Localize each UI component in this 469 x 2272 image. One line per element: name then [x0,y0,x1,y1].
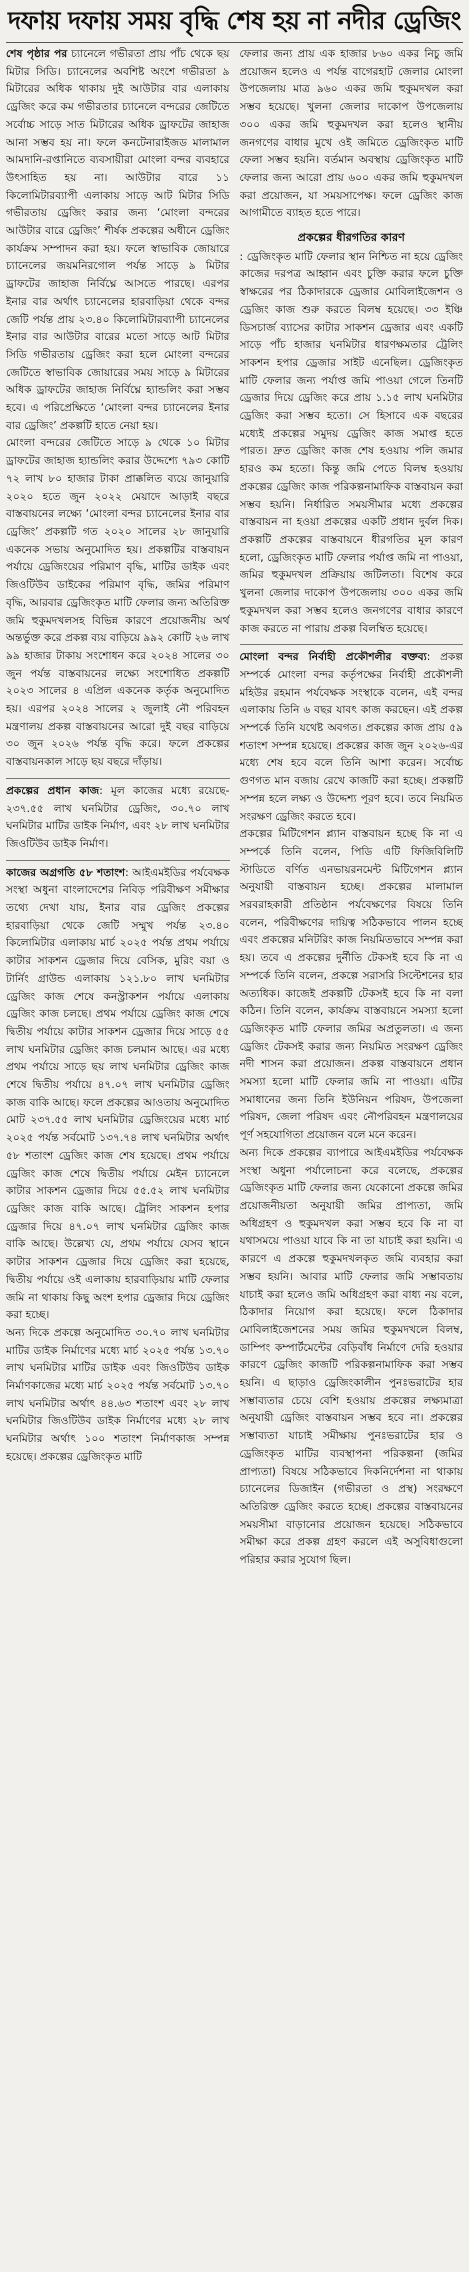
left-paragraph-1-text: চ্যানেলে গভীরতা প্রায় পাঁচ থেকে ছয় মিটার সিডি। চ্যানেলের অবশিষ্ট অংশে গভীরতা ৯ মিটারের অধিক থাকায় দুই আউটার বার এলাকায় ড্রেজিং করে কম গভীরতার চ্যানেলে বন্দরের জেটিতে সর্বোচ্চ সাড়ে সাত মিটারের অধিক ড্রাফটের জাহাজ আনা সম্ভব হয় না। ফলে কনটেনারাইজড মালামাল আমদানি-রপ্তানিতে ব্যবসায়ীরা মোংলা বন্দর ব্যবহারে উৎসাহিত হয় না। আউটার বারে ১১ কিলোমিটারব্যাপী এলাকায় সাড়ে আট মিটার সিডি গভীরতায় ড্রেজিং করার জন্য ‘মোংলা বন্দরের আউটার বারে ড্রেজিং’ শীর্ষক প্রকল্পের অধীনে ড্রেজিং কার্যক্রম সম্পাদন করা হয়। ফলে স্বাভাবিক জোয়ারে চ্যানেলের জয়মনিরগোল পর্যন্ত সাড়ে ৯ মিটার ড্রাফটের জাহাজ নির্বিঘ্নে আসতে পারছে। এরপর ইনার বার অর্থাৎ চ্যানেলের হারবাড়িয়া থেকে বন্দর জেটি পর্যন্ত প্রায় ২৩.৪০ কিলোমিটারব্যাপী চ্যানেলের ইনার বার আউটার বারের মতো সাড়ে আট মিটার সিডি গভীরতায় ড্রেজিং করা হলে মোংলা বন্দরের জেটিতে স্বাভাবিক জোয়ারের সময় সাড়ে ৯ মিটারের অধিক ড্রাফটের জাহাজ নির্বিঘ্নে হ্যান্ডলিং করা সম্ভব হবে। এ পরিপ্রেক্ষিতে ‘মোংলা বন্দর চ্যানেলের ইনার বার ড্রেজিং’ প্রকল্পটি হাতে নেয়া হয়। [6,48,230,432]
right-paragraph-5: অন্য দিকে প্রকল্পের ব্যাপারে আইএমইডির পর্যবেক্ষক সংস্থা অধুনা পর্যালোচনা করে বলেছে, প্রকল্পের ড্রেজিংকৃত মাটি ফেলার জন্য যেকোনো প্রকল্পে জমির প্রয়োজনীয়তা অনুযায়ী জমির প্রাপ্যতা, জমি অধিগ্রহণ ও হুকুমদখল করা সম্ভব হবে কি না বা যথাসময়ে পাওয়া যাবে কি না তা যাচাই করা হয়নি। এ কারণে এ প্রকল্পে হুকুমদখলকৃত জমি ব্যবহার করা সম্ভব হয়নি। আবার মাটি ফেলার জমি সম্ভাবতায় যাচাই করা হলেও জমি অধিগ্রহণ করা বাধ্য নয় বলে, ঠিকাদার নিয়োগ করা হয়েছে। ফলে ঠিকাদার মোবিলাইজেশনের সময় জমির হুকুমদখলে বিলম্ব, ডাম্পিং কম্পার্টমেন্টের বেড়িবাঁধ নির্মাণে দেরি হওয়ার কারণে ড্রেজিং কাজটি পরিকল্পনামাফিক করা সম্ভব হয়নি। এ ছাড়াও ড্রেজিংকালীন পুনঃভরাটের হার সম্ভাব্যতার চেয়ে বেশি হওয়ায় প্রকল্পের লক্ষ্যমাত্রা অনুযায়ী ড্রেজিং বাস্তবায়ন সম্ভব হবে না। প্রকল্পের সম্ভাব্যতা যাচাই সমীক্ষায় পুনঃভরাটের হার ও ড্রেজিংকৃত মাটির ব্যবস্থাপনা পরিকল্পনা (জমির প্রাপ্যতা) বিষয়ে সঠিকভাবে দিকনির্দেশনা না থাকায় চ্যানেলের ডিজাইন (গভীরতা ও প্রস্থ) সংরক্ষণে অতিরিক্ত ড্রেজিং করতে হচ্ছে। প্রকল্পের বাস্তবায়নের সময়সীমা বাড়ানোর প্রয়োজন হয়েছে। সঠিকভাবে সমীক্ষা করে প্রকল্প গ্রহণ করলে এই অসুবিধাগুলো পরিহার করার সুযোগ ছিল। [239,1146,463,1567]
left-column [6,46,230,2261]
engineer-statement-heading: মোংলা বন্দর নির্বাহী প্রকৌশলীর বক্তব্য [239,651,427,664]
slow-progress-heading: প্রকল্পের ধীরগতির কারণ [297,231,405,245]
headline: দফায় দফায় সময় বৃদ্ধি শেষ হয় না নদীর ড্রেজিং [8,6,461,35]
section-divider [6,778,230,779]
left-paragraph-2: মোংলা বন্দরের জেটিতে সাড়ে ৯ থেকে ১০ মিটার ড্রাফটের জাহাজ হ্যান্ডলিং করার উদ্দেশ্যে ৭৯৩ কোটি ৭২ লাখ ৮০ হাজার টাকা প্রাক্কলিত ব্যয়ে জানুয়ারি ২০২০ হতে জুন ২০২২ মেয়াদে আড়াই বছরে বাস্তবায়নের লক্ষ্যে ‘মোংলা বন্দর চ্যানেলের ইনার বার ড্রেজিং’ প্রকল্পটি গত ২০২০ সালের ২৮ জানুয়ারি একনেক সভায় অনুমোদিত হয়। প্রকল্পটির বাস্তবায়ন পর্যায়ে ড্রেজিংয়ের পরিমাণ বৃদ্ধি, মাটির ডাইক এবং জিওটিউব ডাইকের পরিমাণ বৃদ্ধি, জমির পরিমাণ বৃদ্ধি, আরবার ড্রেজিংকৃত মাটি ফেলার জন্য অতিরিক্ত জমি হুকুমদখলসহ বিভিন্ন কারণে প্রয়োজনীয় অর্থ অন্তর্ভুক্ত করে প্রকল্প ব্যয় বাড়িয়ে ৯৯২ কোটি ২৬ লাখ ৯৯ হাজার টাকায় সংশোধন করে ২০২৪ সালের ৩০ জুন পর্যন্ত বাস্তবায়নের লক্ষ্যে সংশোধিত প্রকল্পটি ২০২৩ সালের ৪ এপ্রিল একনেক কর্তৃক অনুমোদিত হয়। এরপর ২০২৪ সালের ২ জুলাই নৌ পরিবহন মন্ত্রণালয় প্রকল্প বাস্তবায়নের আরো দুই বছর বাড়িয়ে ৩০ জুন ২০২৬ পর্যন্ত বৃদ্ধি করে। ফলে প্রকল্পের বাস্তবায়নকাল সাড়ে ছয় বছরে দাঁড়ায়। [6,437,230,769]
right-paragraph-3 [240,649,464,826]
progress-heading: কাজের অগ্রগতি ৫৮ শতাংশ [6,866,126,879]
right-paragraph-3-text: : প্রকল্প সম্পর্কে মোংলা বন্দর কর্তৃপক্ষের নির্বাহী প্রকৌশলী মহিউর রহমান পর্যবেক্ষক সংস্থাকে বলেন, এই বন্দর এলাকায় তিনি ৬ বছর যাবৎ কাজ করছেন। এই প্রকল্প সম্পর্কে তিনি যথেষ্ট অবগত। প্রকল্পের কাজ প্রায় ৫৯ শতাংশ সম্পন্ন হয়েছে। প্রকল্পের কাজ জুন ২০২৬-এর মধ্যে শেষ হবে বলে তিনি আশা করেন। সর্বোচ্চ গুণগত মান বজায় রেখে কাজটি করা হচ্ছে। প্রকল্পটি সম্পন্ন হলে লক্ষ্য ও উদ্দেশ্য পূরণ হবে। তবে নিয়মিত সংরক্ষণ ড্রেজিং করতে হবে। [239,651,463,823]
left-paragraph-3-text: : মূল কাজের মধ্যে রয়েছে- ২৩৭.৫৫ লাখ ঘনমিটার ড্রেজিং, ৩০.৭০ লাখ ঘনমিটার মাটির ডাইক নির্মাণ, এবং ২৮ লাখ ঘনমিটার জিওটিউব ডাইক নির্মাণ। [6,784,230,850]
continued-from-label: শেষ পৃষ্ঠার পর [6,48,68,60]
section-divider [6,860,230,861]
right-paragraph-4: প্রকল্পের মিটিগেশন প্ল্যান বাস্তবায়ন হচ্ছে কি না এ সম্পর্কে তিনি বলেন, পিডি এটি ফিজিবিলিটি স্টাডিতে বর্ণিত এনভায়রনমেন্ট মিটিগেশন প্ল্যান অনুযায়ী বাস্তবায়ন হচ্ছে। প্রকল্পের মালামাল সরবরাহকারী প্রতিষ্ঠান পর্যবেক্ষণের বিষয়ে তিনি বলেন, পরিবীক্ষণের দায়িত্ব সঠিকভাবে পালন হচ্ছে এবং প্রকল্পের মনিটরিং কাজ নিয়মিতভাবে সম্পন্ন করা হয়। তবে এ প্রকল্পের দুর্নীতি টেকসই হবে কি না এ সম্পর্কে তিনি বলেন, প্রকল্পে সরাসরি সিল্টেশনের হার অত্যধিক। কাজেই প্রকল্পটি টেকসই হবে কি না বলা কঠিন। তিনি বলেন, কার্যক্রম বাস্তবায়নে সমস্যা হলো ড্রেজিংকৃত মাটি ফেলার জমির অপ্রতুলতা। এ জন্য ড্রেজিং টেকসই করার জন্য নিয়মিত সংরক্ষণ ড্রেজিং নদী শাসন করা প্রয়োজন। প্রকল্প বাস্তবায়নে প্রধান সমস্যা হলো মাটি ফেলার জমি না পাওয়া। এটির সমাধানের জন্য তিনি ইউনিয়ন পরিষদ, উপজেলা পরিষদ, জেলা পরিষদ এবং নৌপরিবহন মন্ত্রণালয়ের পূর্ণ সহযোগিতা প্রয়োজন বলে মনে করেন। [239,828,463,1142]
left-paragraph-4 [6,865,230,1325]
right-column [240,46,464,2261]
right-paragraph-1: ফেলার জন্য প্রায় এক হাজার ৮৬০ একর নিচু জমি প্রয়োজন হলেও এ পর্যন্ত বাগেরহাট জেলার মোংলা উপজেলায় মাত্র ৯৬০ একর জমি হুকুমদখল করা সম্ভব হয়েছে। খুলনা জেলার দাকোপ উপজেলায় ৩০০ একর জমি হুকুমদখল করা হলেও স্থানীয় জনগণের বাধার মুখে ওই জমিতে ড্রেজিংকৃত মাটি ফেলা সম্ভব হয়নি। বর্তমান অবস্থায় ড্রেজিংকৃত মাটি ফেলার জন্য আরো প্রায় ৬০০ একর জমি হুকুমদখল করা প্রয়োজন, যা সময়সাপেক্ষ। ফলে ড্রেজিং কাজ আগামীতে ব্যাহত হতে পারে। [239,48,463,220]
left-paragraph-5: অন্য দিকে প্রকল্পে অনুমোদিত ৩০.৭০ লাখ ঘনমিটার মাটির ডাইক নির্মাণের মধ্যে মার্চ ২০২৫ পর্যন্ত ১৩.৭০ লাখ ঘনমিটার মাটির ডাইক এবং জিওটিউব ডাইক নির্মাণকাজের মধ্যে মার্চ ২০২৫ পর্যন্ত সর্বমোট ১৩.৭০ লাখ ঘনমিটার অর্থাৎ ৪৪.৬৩ শতাংশ এবং ২৮ লাখ ঘনমিটার জিওটিউব ডাইক নির্মাণের মধ্যে ২৮ লাখ ঘনমিটার অর্থাৎ ১০০ শতাংশ নির্মাণকাজ সম্পন্ন হয়েছে। প্রকল্পের ড্রেজিংকৃত মাটি [6,1326,230,1463]
section-divider [240,644,464,645]
right-paragraph-2: : ড্রেজিংকৃত মাটি ফেলার স্থান নিশ্চিত না হয়ে ড্রেজিং কাজের দরপত্র আহ্বান এবং চুক্তি করার ফলে চুক্তি স্বাক্ষরের পর ঠিকাদারকে ড্রেজার মোবিলাইজেশন ও ড্রেজিং কাজ শুরু করতে বিলম্ব হয়েছে। ৩৩ ইঞ্চি ডিসচার্জ ব্যাসের কাটার সাকশন ড্রেজার এবং একটি সাড়ে পাঁচ হাজার ঘনমিটার ধারণক্ষমতার ট্রেলিং সাকশন হপার ড্রেজার সাইট এনেছিল। ড্রেজিংকৃত মাটি ফেলার জন্য পর্যাপ্ত জমি পাওয়া গেলে তিনটি ড্রেজার দিয়ে ড্রেজিং করে প্রায় ১.১৫ লাখ ঘনমিটার ড্রেজিং করা সম্ভব হতো। সে হিসাবে এক বছরের মধ্যেই প্রকল্পের সমুদয় ড্রেজিং কাজ সমাপ্ত হতে পারত। দ্রুত ড্রেজিং কাজ শেষ হওয়ায় পলি জমার হারও কম হতো। কিন্তু জমি পেতে বিলম্ব হওয়ায় প্রকল্পের ড্রেজিং কাজ পরিকল্পনামাফিক বাস্তবায়ন করা সম্ভব হয়নি। নির্ধারিত সময়সীমার মধ্যে প্রকল্পের বাস্তবায়ন না হওয়া প্রকল্পের একটি প্রধান দুর্বল দিক। প্রকল্পটি প্রকল্পের বাস্তবায়নে ধীরগতির মূল কারণ হলো, ড্রেজিংকৃত মাটি ফেলার পর্যাপ্ত জমি না পাওয়া, জমির হুকুমদখল প্রক্রিয়ায় জটিলতা। বিশেষ করে খুলনা জেলার দাকোপ উপজেলায় ৩০০ একর জমি হুকুমদখল করা সম্ভব হলেও জনগণের বাধার কারণে কাজ করতে না পারায় প্রকল্প বিলম্বিত হয়েছে। [239,250,463,635]
left-paragraph-3 [6,783,230,854]
headline-rule [6,42,463,43]
left-paragraph-1 [6,46,230,435]
main-tasks-heading: প্রকল্পের প্রধান কাজ [6,784,100,797]
article-columns [6,46,463,2261]
left-paragraph-4-text: : আইএমইডির পর্যবেক্ষক সংস্থা অধুনা বাংলাদেশের নিবিড় পরিবীক্ষণ সমীক্ষার তথ্যে দেখা যায়, ইনার বার ড্রেজিং প্রকল্পের হারবাড়িয়া থেকে জেটি সম্মুখ পর্যন্ত ২৩.৪০ কিলোমিটার এলাকায় মার্চ ২০২৫ পর্যন্ত প্রথম পর্যায়ে কাটার সাকশন ড্রেজার দিয়ে বেসিক, মুরিং বয়া ও টার্নিং গ্রাউন্ড এলাকায় ১২১.৮০ লাখ ঘনমিটার ড্রেজিং কাজ শেষে কনস্ট্রাকশন পর্যায়ে এলাকায় ড্রেজিং কাজ চলছে। প্রথম পর্যায়ে ড্রেজিং কাজ শেষে দ্বিতীয় পর্যায়ে কাটার সাকশন ড্রেজার দিয়ে সাড়ে ৫৫ লাখ ঘনমিটার ড্রেজিং কাজ চলমান আছে। এর মধ্যে প্রথম পর্যায়ে সাড়ে ছয় লাখ ঘনমিটার ড্রেজিং কাজ শেষে দ্বিতীয় পর্যায়ে ৪৭.০৭ লাখ ঘনমিটার ড্রেজিং কাজ বাকি আছে। ফলে প্রকল্পের আওতায় অনুমোদিত মোট ২৩৭.৫৫ লাখ ঘনমিটার ড্রেজিংয়ের মধ্যে মার্চ ২০২৫ পর্যন্ত সর্বমোট ১৩৭.৭৪ লাখ ঘনমিটার অর্থাৎ ৫৮ শতাংশ ড্রেজিং কাজ শেষ হয়েছে। প্রথম পর্যায়ে ড্রেজিং কাজ শেষে দ্বিতীয় পর্যায়ে মেইন চ্যানেলে কাটার সাকশন ড্রেজার দিয়ে ৫৫.৫২ লাখ ঘনমিটার ড্রেজিং কাজ বাকি আছে। ট্রেলিং সাকশন হপার ড্রেজার দিয়ে ৪৭.০৭ লাখ ঘনমিটার ড্রেজিং কাজ বাকি আছে। উল্লেখ্য যে, প্রথম পর্যায়ে যেসব স্থানে কাটার সাকশন ড্রেজার দিয়ে ড্রেজিং করা হয়েছে, দ্বিতীয় পর্যায়ে ওই এলাকায় হারবাড়িয়ায় মাটি ফেলার জমি না থাকায় কিছু অংশ হপার ড্রেজার দিয়ে ড্রেজিং করা হচ্ছে। [6,866,230,1322]
